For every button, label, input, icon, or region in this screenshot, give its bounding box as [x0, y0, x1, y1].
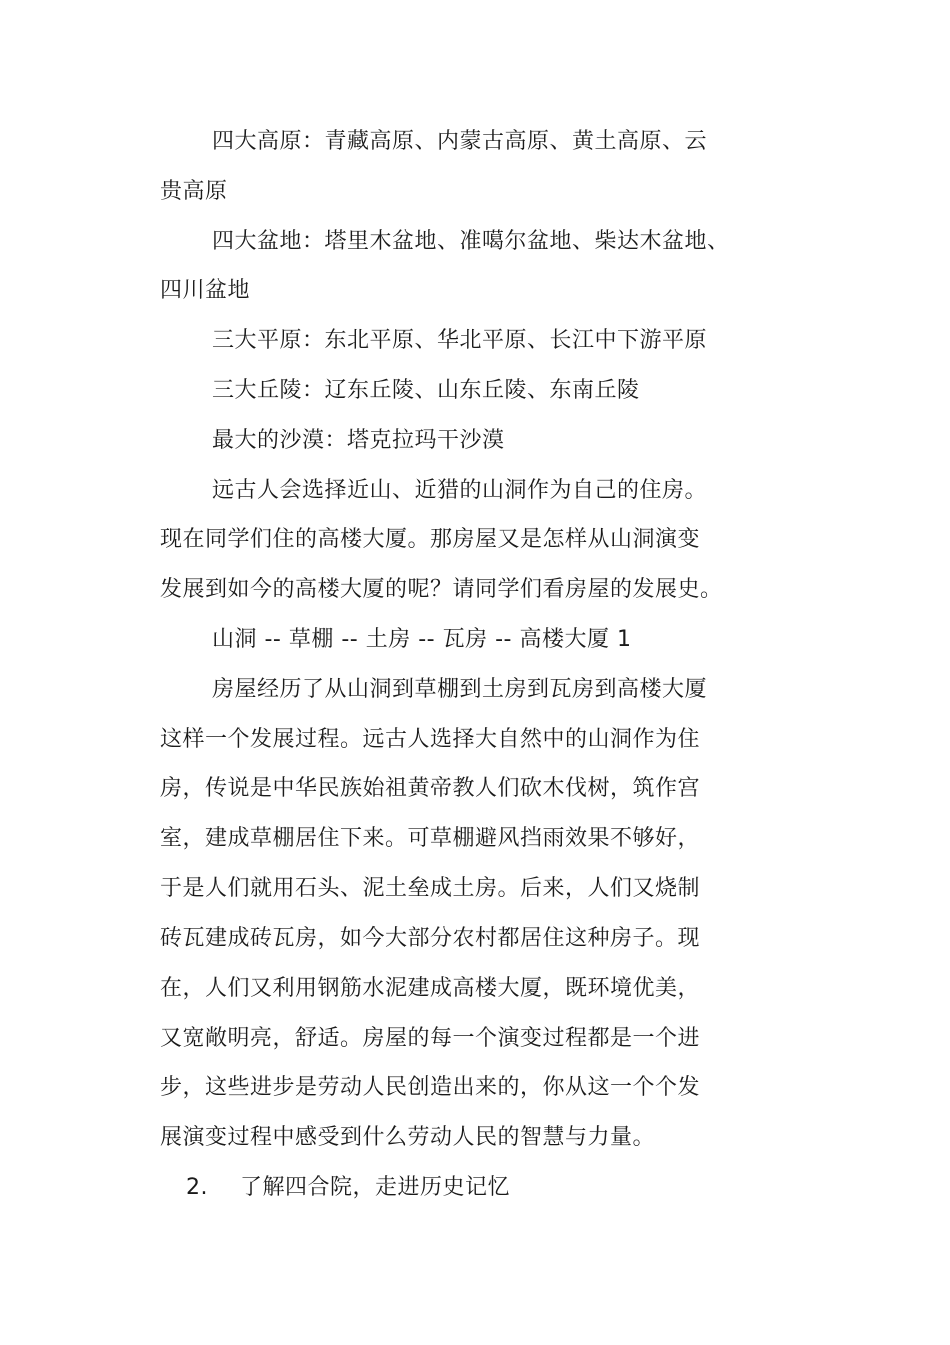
list-item-text: 了解四合院，走进历史记忆 — [240, 1175, 511, 1200]
paragraph-line: 展演变过程中感受到什么劳动人民的智慧与力量。 — [160, 1125, 656, 1150]
paragraph-line: 远古人会选择近山、近猎的山洞作为自己的住房。 — [212, 478, 708, 503]
paragraph-line: 三大平原：东北平原、华北平原、长江中下游平原 — [212, 328, 708, 353]
paragraph-line: 最大的沙漠：塔克拉玛干沙漠 — [212, 428, 505, 453]
paragraph-line: 步，这些进步是劳动人民创造出来的，你从这一个个发 — [160, 1075, 701, 1100]
paragraph-line: 现在同学们住的高楼大厦。那房屋又是怎样从山洞演变 — [160, 527, 701, 552]
paragraph-line: 贵高原 — [160, 179, 228, 204]
paragraph-line: 砖瓦建成砖瓦房，如今大部分农村都居住这种房子。现 — [160, 926, 701, 951]
paragraph-line: 室，建成草棚居住下来。可草棚避风挡雨效果不够好， — [160, 826, 701, 851]
paragraph-line: 四川盆地 — [160, 278, 251, 303]
paragraph-line: 于是人们就用石头、泥土垒成土房。后来，人们又烧制 — [160, 876, 701, 901]
paragraph-line: 在，人们又利用钢筋水泥建成高楼大厦，既环境优美， — [160, 976, 701, 1001]
paragraph-line: 四大高原：青藏高原、内蒙古高原、黄土高原、云 — [212, 129, 708, 154]
paragraph-line: 四大盆地：塔里木盆地、准噶尔盆地、柴达木盆地、 — [212, 229, 730, 254]
paragraph-line: 发展到如今的高楼大厦的呢？请同学们看房屋的发展史。 — [160, 577, 723, 602]
paragraph-line: 房，传说是中华民族始祖黄帝教人们砍木伐树，筑作宫 — [160, 776, 701, 801]
paragraph-line: 三大丘陵：辽东丘陵、山东丘陵、东南丘陵 — [212, 378, 640, 403]
list-item-number: 2. — [186, 1175, 208, 1200]
paragraph-line: 山洞 -- 草棚 -- 土房 -- 瓦房 -- 高楼大厦 1 — [212, 627, 632, 652]
paragraph-line: 又宽敞明亮，舒适。房屋的每一个演变过程都是一个进 — [160, 1026, 701, 1051]
paragraph-line: 这样一个发展过程。远古人选择大自然中的山洞作为住 — [160, 727, 701, 752]
paragraph-line: 房屋经历了从山洞到草棚到土房到瓦房到高楼大厦 — [212, 677, 708, 702]
